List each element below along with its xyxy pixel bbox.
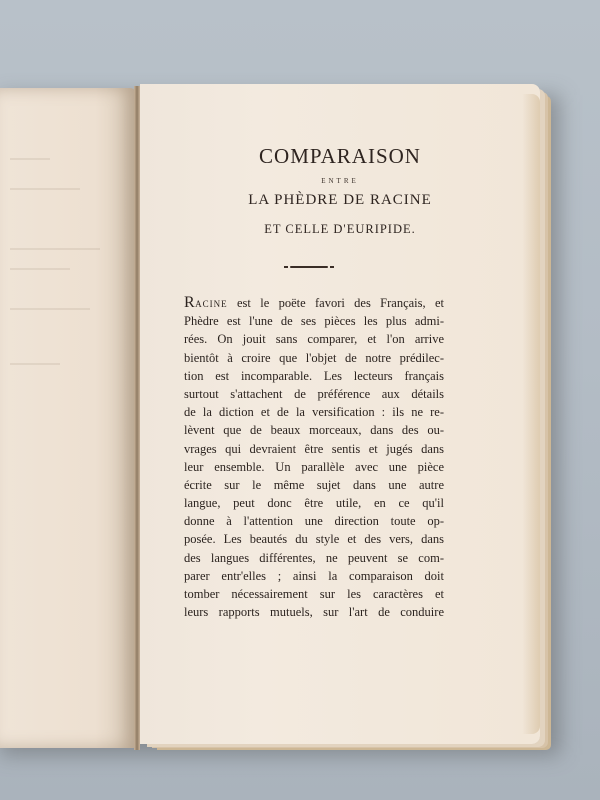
text-line xyxy=(184,294,444,312)
text-line: vrages qui devraient être sentis et jugés dans xyxy=(184,441,444,456)
dropcap-initial: R xyxy=(184,294,196,311)
text-line: bientôt à croire que l'objet de notre prédilec- xyxy=(184,350,444,365)
show-through xyxy=(10,158,50,160)
show-through xyxy=(10,268,70,270)
show-through xyxy=(10,188,80,190)
text-line: tion est incomparable. Les lecteurs français xyxy=(184,368,444,383)
text-line: langue, peut donc être utile, en ce qu'il xyxy=(184,496,444,511)
text-line: rées. On jouit sans comparer, et l'on arrive xyxy=(184,332,444,347)
page-title: COMPARAISON xyxy=(259,144,421,168)
text-line: Phèdre est l'une de ses pièces les plus admi- xyxy=(184,314,444,329)
subtitle-line-2: ET CELLE D'EURIPIDE. xyxy=(264,222,416,236)
left-page xyxy=(0,88,136,748)
right-page xyxy=(140,84,540,744)
dropcap-rest: ACINE xyxy=(195,299,228,309)
text-line: des langues différentes, ne peuvent se com- xyxy=(184,550,444,565)
first-line-text: est le poëte favori des Français, et xyxy=(227,296,444,310)
text-line: donne à l'attention une direction toute op- xyxy=(184,514,444,529)
subtitle-line-1: LA PHÈDRE DE RACINE xyxy=(248,192,432,208)
text-line: tomber nécessairement sur les caractères et xyxy=(184,587,444,601)
show-through xyxy=(10,248,100,250)
show-through xyxy=(10,363,60,365)
show-through xyxy=(10,308,90,310)
text-line: posée. Les beautés du style et des vers, dans xyxy=(184,532,444,547)
text-line: parer entr'elles ; ainsi la comparaison doit xyxy=(184,568,444,583)
ornamental-rule xyxy=(290,266,328,268)
text-line: écrite sur le même sujet dans une autre xyxy=(184,477,444,492)
text-line: leur ensemble. Un parallèle avec une pièce xyxy=(184,459,444,474)
text-line: surtout s'attachent de préférence aux détails xyxy=(184,386,444,401)
text-line: leurs rapports mutuels, sur l'art de conduire xyxy=(184,605,444,620)
text-line: de la diction et de la versification : ils ne re- xyxy=(184,405,444,420)
entre-label: ENTRE xyxy=(321,177,359,185)
text-line: lèvent que de beaux morceaux, dans des ou- xyxy=(184,423,444,438)
body-paragraph xyxy=(184,294,444,621)
page-edge xyxy=(522,94,540,734)
